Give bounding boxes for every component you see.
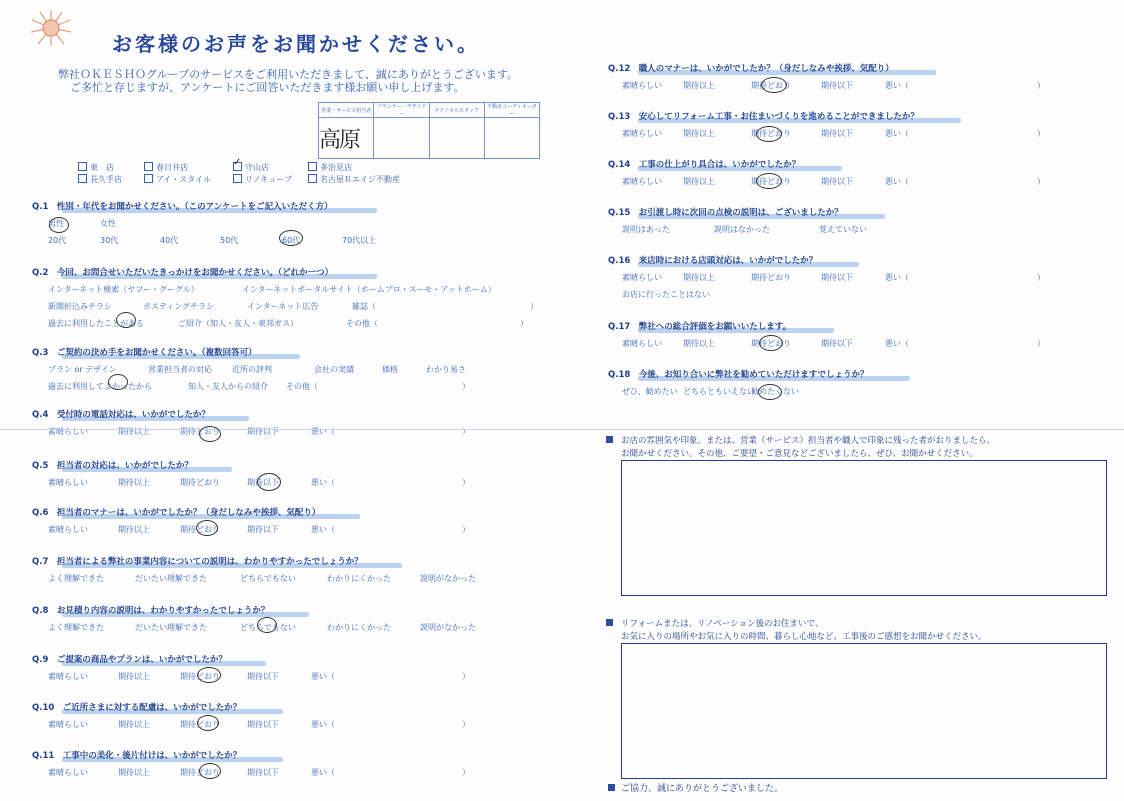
answer-option[interactable]: 50代 xyxy=(220,236,239,245)
question-7: Q.7 担当者による弊社の事業内容についての説明は、わかりやすかったでしょうか？ xyxy=(32,557,363,567)
option-paren-close: ） xyxy=(462,525,470,534)
answer-option[interactable]: その他（ xyxy=(286,382,318,391)
company-logo xyxy=(26,6,76,50)
option-paren-close: ） xyxy=(462,720,470,729)
staff-header-technical: テクニカルスタッフ xyxy=(429,103,484,118)
answer-circle-mark xyxy=(756,126,782,142)
answer-option[interactable]: 男性 xyxy=(48,219,64,228)
staff-table xyxy=(318,102,540,159)
answer-option[interactable]: 期待以上 xyxy=(118,478,150,487)
answer-option[interactable]: お店に行ったことはない xyxy=(622,290,710,299)
question-2: Q.13 安心してリフォーム工事・お住まいづくりを進めることができましたか？ xyxy=(608,112,919,122)
store-checkbox[interactable]: 春日井店 xyxy=(144,162,188,173)
answer-option[interactable]: 素晴らしい xyxy=(48,525,88,534)
answer-circle-mark xyxy=(199,763,221,779)
answer-option[interactable]: 過去に利用したことがある xyxy=(48,319,144,328)
comment2-heading-line2: お気に入りの場所やお気に入りの時間、暮らし心地など、工事後のご感想をお聞かせください。 xyxy=(621,632,987,642)
answer-option[interactable]: 期待以上 xyxy=(683,273,715,282)
answer-option[interactable]: 期待以上 xyxy=(683,177,715,186)
question-3: Q.14 工事の仕上がり具合は、いかがでしたか？ xyxy=(608,160,801,170)
answer-option[interactable]: わかりにくかった xyxy=(327,574,391,583)
answer-option[interactable]: インターネット検索（ヤフー・グーグル） xyxy=(48,285,199,294)
comment2-textarea[interactable] xyxy=(621,643,1107,779)
answer-option[interactable]: 期待以上 xyxy=(683,129,715,138)
answer-option[interactable]: インターネットポータルサイト（ホームプロ・スーモ・アットホーム） xyxy=(242,285,496,294)
answer-option[interactable]: 悪い（ xyxy=(885,81,909,90)
answer-option[interactable]: 営業担当者の対応 xyxy=(148,365,212,374)
answer-option[interactable]: わかり易さ xyxy=(426,365,466,374)
answer-option[interactable]: 期待以下 xyxy=(247,525,279,534)
answer-option[interactable]: 70代以上 xyxy=(342,236,377,245)
answer-option[interactable]: 勧めたくない xyxy=(751,387,799,396)
answer-option[interactable]: 期待以下 xyxy=(247,720,279,729)
store-checkbox[interactable]: 長久手店 xyxy=(78,174,122,185)
answer-option[interactable]: 期待どおり xyxy=(751,339,791,348)
answer-circle-mark xyxy=(197,715,219,731)
question-1: Q.1 性別・年代をお聞かせください。（このアンケートをご記入いただく方） xyxy=(32,202,333,212)
answer-option[interactable]: その他（ xyxy=(346,319,378,328)
option-paren-close: ） xyxy=(462,382,470,391)
answer-option[interactable]: 雑誌（ xyxy=(352,302,376,311)
answer-circle-mark xyxy=(116,312,136,328)
answer-option[interactable]: 素晴らしい xyxy=(622,339,662,348)
answer-option[interactable]: どちらでもない xyxy=(240,623,296,632)
answer-option[interactable]: 期待以下 xyxy=(247,672,279,681)
answer-option[interactable]: 悪い（ xyxy=(311,525,335,534)
question-10: Q.10 ご近所さまに対する配慮は、いかがでしたか？ xyxy=(32,703,242,713)
answer-circle-mark xyxy=(108,374,128,390)
answer-circle-mark xyxy=(257,473,281,491)
question-4: Q.15 お引渡し時に次回の点検の説明は、ございましたか？ xyxy=(608,208,843,218)
answer-circle-mark xyxy=(197,667,221,683)
answer-option[interactable]: 素晴らしい xyxy=(48,768,88,777)
answer-option[interactable]: 素晴らしい xyxy=(48,427,88,436)
intro-line-1: 弊社ＯＫＥＳＨＯグループのサービスをご利用いただきまして、誠にありがとうございます。 xyxy=(58,68,519,81)
store-checkbox[interactable]: 名古屋Ｒエイジ不動産 xyxy=(308,174,400,185)
answer-option[interactable]: だいたい理解できた xyxy=(135,574,207,583)
store-checkbox[interactable]: リノキューブ xyxy=(233,174,292,185)
answer-option[interactable]: 素晴らしい xyxy=(48,720,88,729)
answer-option[interactable]: 過去に利用してよかったから xyxy=(48,382,152,391)
option-paren-close: ） xyxy=(1037,81,1045,90)
answer-option[interactable]: どちらともいえない xyxy=(683,387,755,396)
question-9: Q.9 ご提案の商品やプランは、いかがでしたか？ xyxy=(32,655,227,665)
answer-option[interactable]: 悪い（ xyxy=(885,129,909,138)
answer-option[interactable]: 40代 xyxy=(160,236,179,245)
answer-option[interactable]: 期待どおり xyxy=(180,525,220,534)
answer-option[interactable]: 悪い（ xyxy=(311,720,335,729)
option-paren-close: ） xyxy=(462,427,470,436)
store-checkbox[interactable]: 多治見店 xyxy=(308,162,352,173)
comment1-textarea[interactable] xyxy=(621,460,1107,596)
answer-option[interactable]: 説明がなかった xyxy=(420,623,476,632)
answer-option[interactable]: プラン or デザイン xyxy=(48,365,117,374)
answer-circle-mark xyxy=(196,520,218,536)
answer-option[interactable]: 期待どおり xyxy=(180,672,220,681)
answer-option[interactable]: 価格 xyxy=(382,365,398,374)
question-5: Q.5 担当者の対応は、いかがでしたか？ xyxy=(32,461,193,471)
answer-option[interactable]: 30代 xyxy=(100,236,119,245)
staff-cell[interactable] xyxy=(429,118,484,159)
answer-circle-mark xyxy=(756,173,782,189)
staff-cell[interactable] xyxy=(374,118,429,159)
answer-circle-mark xyxy=(759,335,783,351)
answer-option[interactable]: 説明がなかった xyxy=(420,574,476,583)
staff-header-planner: プランナー・デザイナー xyxy=(374,103,429,118)
answer-option[interactable]: 悪い（ xyxy=(311,427,335,436)
answer-option[interactable]: 悪い（ xyxy=(311,672,335,681)
section-divider xyxy=(0,429,1124,430)
answer-option[interactable]: 期待どおり xyxy=(180,427,220,436)
answer-option[interactable]: 期待以下 xyxy=(247,427,279,436)
answer-option[interactable]: 期待どおり xyxy=(751,177,791,186)
answer-option[interactable]: よく理解できた xyxy=(48,574,104,583)
answer-option[interactable]: 期待以上 xyxy=(118,427,150,436)
answer-option[interactable]: 期待どおり xyxy=(751,273,791,282)
store-checkbox[interactable]: アイ・スタイル xyxy=(144,174,211,185)
staff-signature: 高原 xyxy=(319,118,374,159)
answer-option[interactable]: 期待どおり xyxy=(180,478,220,487)
page-title: お客様のお声をお聞かせください。 xyxy=(112,32,480,56)
answer-circle-mark xyxy=(257,617,277,633)
answer-option[interactable]: 会社の実績 xyxy=(314,365,354,374)
store-checkbox-checked[interactable]: ✓ 守山店 xyxy=(233,157,269,172)
option-paren-close: ） xyxy=(1037,339,1045,348)
answer-option[interactable]: 期待以下 xyxy=(247,768,279,777)
answer-option[interactable]: 説明はなかった xyxy=(714,225,770,234)
comment1-heading: お店の雰囲気や印象。または、営業（サービス）担当者や職人で印象に残った者がおりましたら、 xyxy=(606,434,995,446)
answer-option[interactable]: だいたい理解できた xyxy=(135,623,207,632)
answer-option[interactable]: 素晴らしい xyxy=(48,672,88,681)
answer-option[interactable]: 素晴らしい xyxy=(622,81,662,90)
question-4: Q.4 受付時の電話対応は、いかがでしたか？ xyxy=(32,410,210,420)
comment2-heading: リフォームまたは、リノベーション後のお住まいで、 xyxy=(606,617,823,629)
option-paren-close: ） xyxy=(530,302,538,311)
question-1: Q.12 職人のマナーは、いかがでしたか？（身だしなみや挨拶、気配り） xyxy=(608,64,894,74)
answer-option[interactable]: 期待以下 xyxy=(821,339,853,348)
intro-line-2: ご多忙と存じますが、アンケートにご回答いただきます様お願い申し上げます。 xyxy=(70,81,465,94)
answer-option[interactable]: 期待どおり xyxy=(180,720,220,729)
answer-option[interactable]: 期待どおり xyxy=(751,81,791,90)
question-6: Q.6 担当者のマナーは、いかがでしたか？（身だしなみや挨拶、気配り） xyxy=(32,508,321,518)
answer-option[interactable]: 期待以下 xyxy=(821,129,853,138)
answer-option[interactable]: 女性 xyxy=(100,219,116,228)
answer-option[interactable]: 新聞折込みチラシ xyxy=(48,302,112,311)
option-paren-close: ） xyxy=(520,319,528,328)
store-checkbox[interactable]: 東 店 xyxy=(78,162,114,173)
answer-option[interactable]: 説明はあった xyxy=(622,225,670,234)
answer-option[interactable]: 素晴らしい xyxy=(622,129,662,138)
answer-circle-mark xyxy=(279,230,303,246)
answer-option[interactable]: ポスティングチラシ xyxy=(143,302,215,311)
answer-circle-mark xyxy=(49,217,69,233)
answer-option[interactable]: 期待以下 xyxy=(247,478,279,487)
answer-option[interactable]: 期待どおり xyxy=(751,129,791,138)
question-2: Q.2 今回、お問合せいただいたきっかけをお聞かせください。（どれか一つ） xyxy=(32,268,334,278)
answer-circle-mark xyxy=(758,384,782,400)
answer-option[interactable]: 60代 xyxy=(282,236,301,245)
answer-option[interactable]: 近所の評判 xyxy=(232,365,272,374)
answer-option[interactable]: わかりにくかった xyxy=(327,623,391,632)
answer-option[interactable]: ぜひ、勧めたい xyxy=(622,387,678,396)
square-bullet-icon xyxy=(606,436,613,443)
answer-option[interactable]: 期待以上 xyxy=(683,81,715,90)
option-paren-close: ） xyxy=(1037,129,1045,138)
question-8: Q.8 お見積り内容の説明は、わかりやすかったでしょうか？ xyxy=(32,606,270,616)
thanks-message: ご協力、誠にありがとうございました。 xyxy=(608,781,783,794)
question-7: Q.18 今後、お知り合いに弊社を勧めていただけますでしょうか？ xyxy=(608,370,869,380)
answer-option[interactable]: 悪い（ xyxy=(885,177,909,186)
answer-option[interactable]: 期待以上 xyxy=(118,720,150,729)
answer-option[interactable]: 悪い（ xyxy=(311,768,335,777)
square-bullet-icon xyxy=(608,784,615,791)
answer-option[interactable]: よく理解できた xyxy=(48,623,104,632)
answer-option[interactable]: 期待以上 xyxy=(118,525,150,534)
answer-option[interactable]: 期待以下 xyxy=(821,81,853,90)
answer-circle-mark xyxy=(199,426,221,442)
answer-option[interactable]: 知人・友人からの紹介 xyxy=(188,382,268,391)
option-paren-close: ） xyxy=(1037,177,1045,186)
option-paren-close: ） xyxy=(1037,273,1045,282)
staff-header-realestate: 不動産コーディネーター xyxy=(484,103,539,118)
answer-option[interactable]: 悪い（ xyxy=(885,273,909,282)
answer-option[interactable]: 期待以下 xyxy=(821,177,853,186)
answer-option[interactable]: 期待以上 xyxy=(118,672,150,681)
answer-option[interactable]: 期待以上 xyxy=(683,339,715,348)
comment1-heading-line2: お聞かせください。その他、ご要望・ご意見などございましたら、ぜひ、お聞かせください。 xyxy=(621,449,978,459)
answer-option[interactable]: どちらでもない xyxy=(240,574,296,583)
option-paren-close: ） xyxy=(462,768,470,777)
question-11: Q.11 工事中の美化・後片付けは、いかがでしたか？ xyxy=(32,751,242,761)
staff-header-sales: 営業・サービス担当者 xyxy=(319,103,374,118)
staff-cell[interactable] xyxy=(484,118,539,159)
square-bullet-icon xyxy=(606,619,613,626)
question-3: Q.3 ご契約の決め手をお聞かせください。（複数回答可） xyxy=(32,348,257,358)
answer-option[interactable]: 素晴らしい xyxy=(622,273,662,282)
answer-option[interactable]: 覚えていない xyxy=(819,225,867,234)
answer-circle-mark xyxy=(761,77,787,93)
answer-option[interactable]: 期待どおり xyxy=(180,768,220,777)
answer-option[interactable]: 20代 xyxy=(48,236,67,245)
answer-option[interactable]: インターネット広告 xyxy=(247,302,319,311)
option-paren-close: ） xyxy=(462,672,470,681)
answer-option[interactable]: 素晴らしい xyxy=(48,478,88,487)
answer-option[interactable]: 期待以下 xyxy=(821,273,853,282)
answer-option[interactable]: 期待以上 xyxy=(118,768,150,777)
question-6: Q.17 弊社への総合評価をお願いいたします。 xyxy=(608,322,792,332)
answer-option[interactable]: 悪い（ xyxy=(311,478,335,487)
question-5: Q.16 来店時における店頭対応は、いかがでしたか？ xyxy=(608,256,818,266)
answer-option[interactable]: ご紹介（知人・友人・東邦ガス） xyxy=(178,319,298,328)
answer-option[interactable]: 悪い（ xyxy=(885,339,909,348)
option-paren-close: ） xyxy=(462,478,470,487)
answer-option[interactable]: 素晴らしい xyxy=(622,177,662,186)
